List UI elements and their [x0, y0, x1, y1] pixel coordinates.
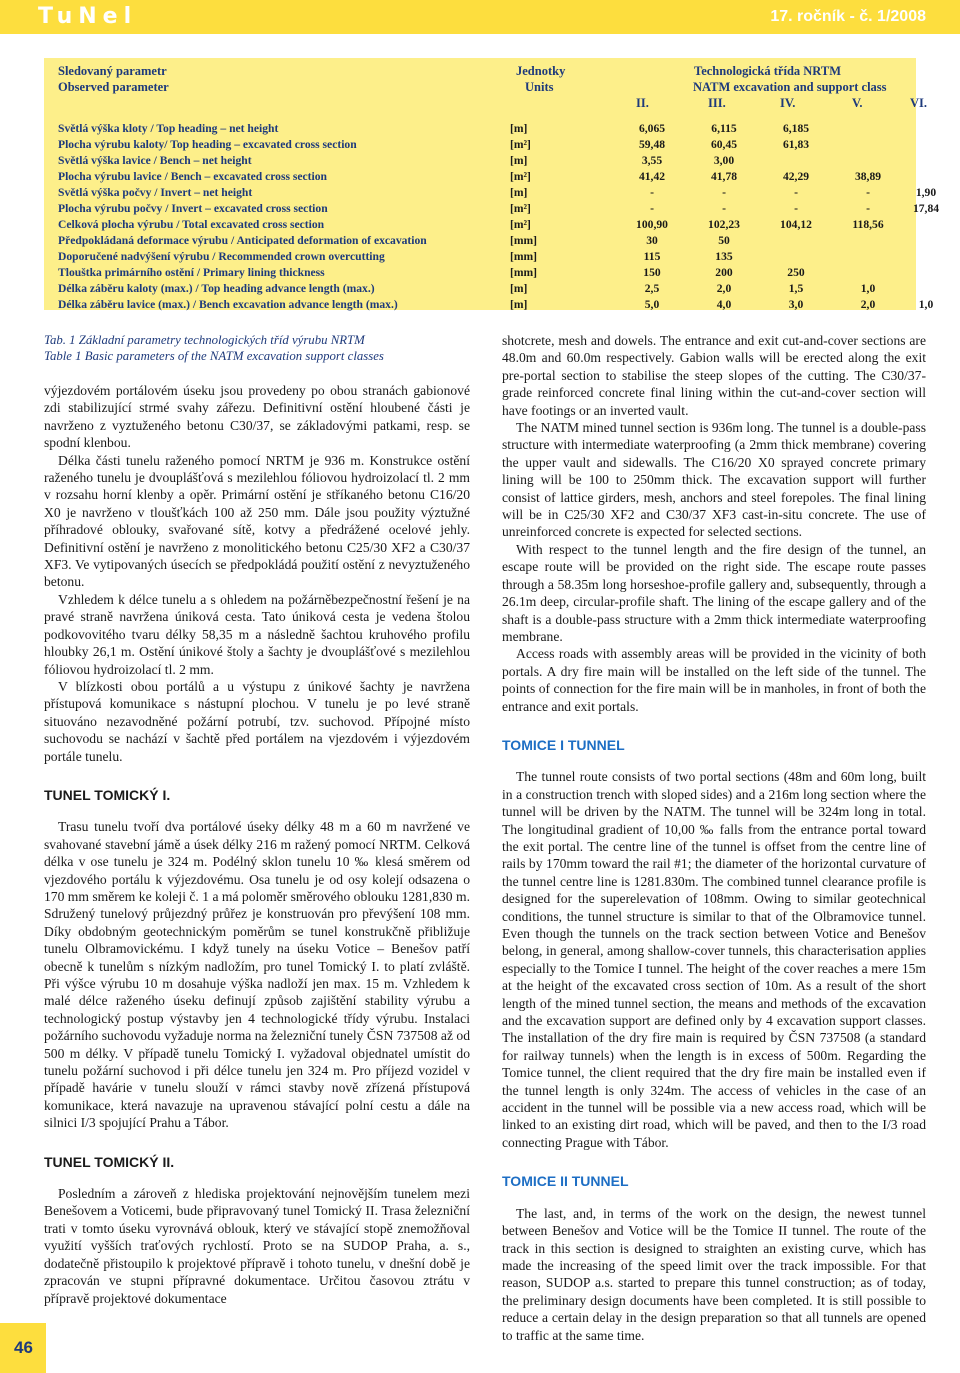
row-label-en: Bench – net height [159, 154, 252, 167]
row-label-en: Bench excavation advance length (max.) [199, 298, 398, 311]
row-unit: [m²] [510, 138, 531, 151]
cell-value: 41,42 [638, 170, 666, 183]
cell-value: 250 [787, 266, 805, 279]
paragraph: V blízkosti obou portálů a u výstupu z únikové šachty je navržena přístupová komunikace s nástupní plochou. V tunelu je po levé straně situováno nezavodněné požární potrubí, tzv. suchovod. Přípojné místo suchovodu se nachází v šachtě před portálem na vjezdovém i výjezdovém portále tunelu. [44, 678, 470, 764]
table-row [44, 170, 916, 186]
row-label-cz: Tlouštka primárního ostění / [58, 266, 203, 279]
paragraph: The last, and, in terms of the work on the design, the newest tunnel between Benešov and Votice will be the Tomice II tunnel. The route of the track in this section is designed to straighten an existing curve, which has made the increasing of the speed limit over the track impossible. For that reason, SUDOP a.s. started to prepare this tunnel construction; as of today, the preliminary design documents have been completed. It is still possible to reduce a certain delay in the design preparation so that all tunnels are opened to traffic at the same time. [502, 1205, 926, 1343]
class-header: IV. [780, 96, 796, 110]
row-label-en: Top heading – excavated cross section [170, 138, 357, 151]
cell-value: - [650, 186, 654, 199]
header-unit-en: Units [525, 80, 554, 94]
cell-value: - [722, 202, 726, 215]
section-heading: TUNEL TOMICKÝ I. [44, 786, 171, 803]
row-label-cz: Celková plocha výrubu / [58, 218, 183, 231]
cell-value: 42,29 [782, 170, 810, 183]
paragraph: With respect to the tunnel length and the fire design of the tunnel, an escape route will be provided on the right side. The escape route passes through a 58.35m long horseshoe-profile gallery and, subsequently, through a 26.1m deep, circular-profile shaft. The lining of the escape gallery and of the shaft is a double-pass structure with a 2mm thick intermediate waterproofing membrane. [502, 541, 926, 644]
cell-value: - [866, 202, 870, 215]
issue-label: 17. ročník - č. 1/2008 [770, 8, 926, 25]
cell-value: 135 [715, 250, 733, 263]
cell-value: 38,89 [854, 170, 882, 183]
row-unit: [m] [510, 282, 528, 295]
row-label [58, 202, 328, 215]
header-param-cz: Sledovaný parametr [58, 64, 167, 78]
right-column [502, 332, 926, 1344]
cell-value: - [650, 202, 654, 215]
class-header: II. [636, 96, 649, 110]
cell-value: 59,48 [638, 138, 666, 151]
cell-value: 6,115 [711, 122, 737, 135]
paragraph: Access roads with assembly areas will be provided in the vicinity of both portals. A dry fire main will be installed on the left side of the tunnel. The points of connection for the fire main will be in manholes, in front of both the entrance and exit portals. [502, 646, 926, 714]
paragraph: Posledním a zároveň z hlediska projektování nejnovějším tunelem mezi Benešovem a Voticemi, bude připravovaný tunel Tomický II. Trasa železniční trati v tomto úseku vyrovnává oblouk, který ve stávající stopě znemožňoval využití vyšších traťových rychlostí. Proto se na SUDOP Praha, a. s., dodatečně přistoupilo k projektové přípravě i tohoto tunelu, v dnešní době je zpracován ve stupni přípravné dokumentace. Určitou časovou ztrátu v přípravě projektové dokumentace [44, 1186, 470, 1306]
cell-value: - [794, 186, 798, 199]
row-label-cz: Plocha výrubu počvy / [58, 202, 172, 215]
row-label-en: Bench – excavated cross section [170, 170, 327, 183]
cell-value: 2,0 [716, 282, 732, 295]
table-row [44, 218, 916, 234]
row-unit: [mm] [510, 234, 538, 247]
row-label-en: Invert – excavated cross section [171, 202, 328, 215]
row-unit: [m] [510, 122, 528, 135]
row-label-cz: Předpokládaná deformace výrubu / [58, 234, 237, 247]
cell-value: 1,90 [915, 186, 937, 199]
row-label-en: Invert – net height [160, 186, 253, 199]
left-column [44, 332, 470, 1307]
row-label-cz: Světlá výška počvy / [58, 186, 161, 199]
table-row [44, 154, 916, 170]
paragraph: Trasu tunelu tvoří dva portálové úseky délky 48 m a 60 m navržené ve svahované stavební jámě a úsek délky 216 m ražený pomocí NRTM. Celková délka v ose tunelu je 324 m. Podélný sklon tunelu 10 ‰ klesá směrem od vjezdového portálu k výjezdovému. Osa tunelu je od osy kolejí odsazena o 170 mm směrem ke koleji č. 1 a má poloměr směrového oblouku 1281,830 m. Sdružený tunelový průjezdný průřez je konstruován pro převýšení 108 mm. Díky obdobným geotechnickým poměrům se tunel konstrukčně přibližuje tunelu Olbramovickému. I když tunely na úseku Votice – Benešov patří obecně k tunelům s nízkým nadložím, pro tunel Tomický I. to platí zvláště. Při výšce výrubu 10 m dosahuje výška nadloží jen max. 15 m. Vzhledem k malé délce raženého úseku definují způsob zajištění stability výrubu a technologický postup výstavby jen 4 technologické třídy výrubu. Instalaci požárního suchovodu vyžaduje norma na železniční tunely ČSN 737508 až od 500 m délky. V případě tunelu Tomický I. vyžadoval objednatel umístit do tunelu požární suchovod i při délce tunelu jen 324 m. Pro příjezd vozidel v případě havárie v tunelu slouží v rámci stavby nově zřízená přístupová komunikace, která navazuje na upravenou stávající polní cestu a dále na silnici I/3 spojující Prahu a Tábor. [44, 819, 470, 1131]
row-label [58, 282, 375, 295]
row-label [58, 122, 278, 135]
caption-en: Table 1 Basic parameters of the NATM excavation support classes [44, 349, 384, 363]
cell-value: 60,45 [710, 138, 738, 151]
row-unit: [m²] [510, 218, 531, 231]
row-label-cz: Světlá výška kloty / [58, 122, 157, 135]
row-label-en: Primary lining thickness [202, 266, 325, 279]
cell-value: 41,78 [710, 170, 738, 183]
cell-value: 6,065 [638, 122, 666, 135]
section-heading: TOMICE II TUNNEL [502, 1173, 629, 1190]
table-row [44, 122, 916, 138]
header-bar [0, 0, 960, 34]
cell-value: 1,0 [918, 298, 934, 311]
cell-value: 1,0 [860, 282, 876, 295]
row-label [58, 154, 252, 167]
cell-value: 3,0 [788, 298, 804, 311]
row-label-en: Anticipated deformation of excavation [236, 234, 427, 247]
page-number: 46 [14, 1338, 33, 1357]
paragraph: shotcrete, mesh and dowels. The entrance and exit cut-and-cover sections are 48.0m and 60.0m respectively. Gabion walls will be erected along the exit pre-portal section to stabilise the steep slopes of the cutting. The C30/37-grade reinforced concrete final lining within the cut-and-cover section will have footings or an inverted vault. [502, 333, 926, 418]
header-class-en: NATM excavation and support class [693, 80, 887, 94]
cell-value: 3,00 [713, 154, 735, 167]
cell-value: - [794, 202, 798, 215]
paragraph: Délka části tunelu raženého pomocí NRTM je 936 m. Konstrukce ostění raženého tunelu je dvouplášťová s mezilehlou fóliovou hydroizolací tl. 2 mm v rozsahu horní klenby a opěr. Primární ostění je stříkaného betonu C16/20 X0 je navrženo v tloušťkách 100 až 250 mm. Dále jsou použity výztužné příhradové oblouky, svařované sítě, kotvy a předrážené ocelové jehly. Definitivní ostění je navrženo z monolitického betonu C25/30 XF2 a C30/37 XF3. Ve vytipovaných úsecích se předpokládá použití ostění z nevyztuženého betonu. [44, 452, 470, 590]
row-unit: [m] [510, 154, 528, 167]
table-row [44, 282, 916, 298]
cell-value: 61,83 [782, 138, 810, 151]
paragraph: Vzhledem k délce tunelu a s ohledem na požárněbezpečnostní řešení je na pravé straně navržena úniková cesta. Tato úniková cesta je vedena štolou podkovovitého tvaru délky 58,35 m a následně šachtou kruhového profilu hloubky 26,1 m. Ostění únikové štoly a šachty je dvouplášťové s mezilehlou fóliovou hydroizolací tl. 2 mm. [44, 591, 470, 677]
paragraph: The tunnel route consists of two portal sections (48m and 60m long, built in a construction trench with sloped sides) and a 216m long section where the tunnel will be driven by the NATM. The tunnel will be 324m long in total. The longitudinal gradient of 10,00 ‰ falls from the entrance portal toward the exit portal. The centre line of the tunnel is offset from the centre line of rails by 170mm toward the rail #1; the diameter of the horizontal curvature of the tunnel centre line is 1281.830m. The combined tunnel clearance profile is designed for the superelevation of 108mm. Owing to similar geotechnical conditions, the tunnel structure is similar to that of the Olbramovice tunnel. Even though the tunnels on the track section between Votice and Benešov belong, in general, among shallow-cover tunnels, this characterisation applies especially to the Tomice I tunnel. The height of the cover reaches a mere 15m at the height of the excavated cross section of 10m. As a result of the short length of the mined tunnel section, the means and methods of the excavation and the excavation support are defined only by 4 excavation support classes. The installation of the dry fire main is required by ČSN 737508 (a standard for railway tunnels) when the length is in excess of 500m. Regarding the Tomice tunnel, the client required that the dry fire main be installed even if the tunnel length is only 324m. The access of vehicles in the case of an accident in the tunnel will be possible via a new access road, which will be linked to an existing dirt road, which will be paved, and then to the I/3 road connecting Prague with Tábor. [502, 769, 926, 1150]
row-label-en: Top heading advance length (max.) [201, 282, 375, 295]
cell-value: 100,90 [636, 218, 668, 231]
cell-value: 118,56 [852, 218, 884, 231]
cell-value: 50 [718, 234, 730, 247]
row-unit: [m] [510, 186, 528, 199]
row-unit: [m²] [510, 202, 531, 215]
page-number-box [0, 1323, 46, 1373]
cell-value: - [722, 186, 726, 199]
table-row [44, 186, 937, 202]
row-label-cz: Délka záběru lavice (max.) / [58, 298, 200, 311]
row-unit: [mm] [510, 266, 538, 279]
row-label-en: Recommended crown overcutting [218, 250, 385, 263]
header-param-en: Observed parameter [58, 80, 169, 94]
cell-value: 17,84 [912, 202, 940, 215]
class-header: VI. [910, 96, 928, 110]
header-unit-cz: Jednotky [516, 64, 566, 78]
table-row [44, 250, 916, 266]
class-header: V. [852, 96, 863, 110]
row-unit: [mm] [510, 250, 538, 263]
row-label [58, 266, 325, 279]
cell-value: 115 [643, 250, 661, 263]
paragraph: výjezdovém portálovém úseku jsou provedeny po obou stranách gabionové zdi stabilizující strmé svahy zářezu. Definitivní ostění hloubené části je navrženo z vyztuženého betonu C30/37, se základovými patkami, resp. se spodní klenbou. [44, 383, 470, 451]
class-header: III. [708, 96, 726, 110]
table-row [44, 266, 916, 282]
table-row [44, 234, 916, 250]
row-unit: [m²] [510, 170, 531, 183]
section-heading: TUNEL TOMICKÝ II. [44, 1153, 175, 1170]
row-label [58, 218, 324, 231]
row-label [58, 138, 357, 151]
journal-logo: TuNel [38, 4, 138, 29]
cell-value: 4,0 [716, 298, 732, 311]
cell-value: 2,5 [644, 282, 660, 295]
cell-value: 30 [646, 234, 658, 247]
row-label [58, 170, 327, 183]
cell-value: 2,0 [860, 298, 876, 311]
row-label [58, 186, 252, 199]
caption-cz: Tab. 1 Základní parametry technologických tříd výrubu NRTM [44, 333, 365, 347]
cell-value: 104,12 [780, 218, 812, 231]
cell-value: 1,5 [788, 282, 804, 295]
row-label-cz: Plocha výrubu kaloty/ [58, 138, 171, 151]
table-caption [44, 332, 470, 364]
row-label-cz: Světlá výška lavice / [58, 154, 160, 167]
row-label [58, 234, 427, 247]
section-heading: TOMICE I TUNNEL [502, 736, 625, 753]
parameters-table [44, 58, 940, 311]
cell-value: 5,0 [644, 298, 660, 311]
cell-value: - [866, 186, 870, 199]
paragraph: The NATM mined tunnel section is 936m long. The tunnel is a double-pass structure with intermediate waterproofing (a 2mm thick membrane) covering the upper vault and sidewalls. The C16/20 X0 sprayed concrete primary lining will be 100 to 250mm thick. The excavation support will further consist of lattice girders, mesh, anchors and steel forepoles. The final lining will be in C25/30 XF2 and C30/37 XF3 cast-in-situ concrete. The use of unreinforced concrete is expected for selected sections. [502, 420, 926, 540]
cell-value: 6,185 [782, 122, 810, 135]
row-label [58, 298, 398, 311]
row-label-cz: Plocha výrubu lavice / [58, 170, 171, 183]
row-unit: [m] [510, 298, 528, 311]
cell-value: 3,55 [641, 154, 663, 167]
cell-value: 200 [715, 266, 733, 279]
cell-value: 150 [643, 266, 661, 279]
table-row [44, 202, 940, 218]
row-label [58, 250, 385, 263]
table-row [44, 138, 916, 154]
row-label-cz: Délka záběru kaloty (max.) / [58, 282, 202, 295]
row-label-cz: Doporučené nadvýšení výrubu / [58, 250, 219, 263]
row-label-en: Total excavated cross section [182, 218, 325, 231]
table-row [44, 298, 934, 314]
row-label-en: Top heading – net height [156, 122, 279, 135]
cell-value: 102,23 [708, 218, 740, 231]
header-class-cz: Technologická třída NRTM [694, 64, 842, 78]
